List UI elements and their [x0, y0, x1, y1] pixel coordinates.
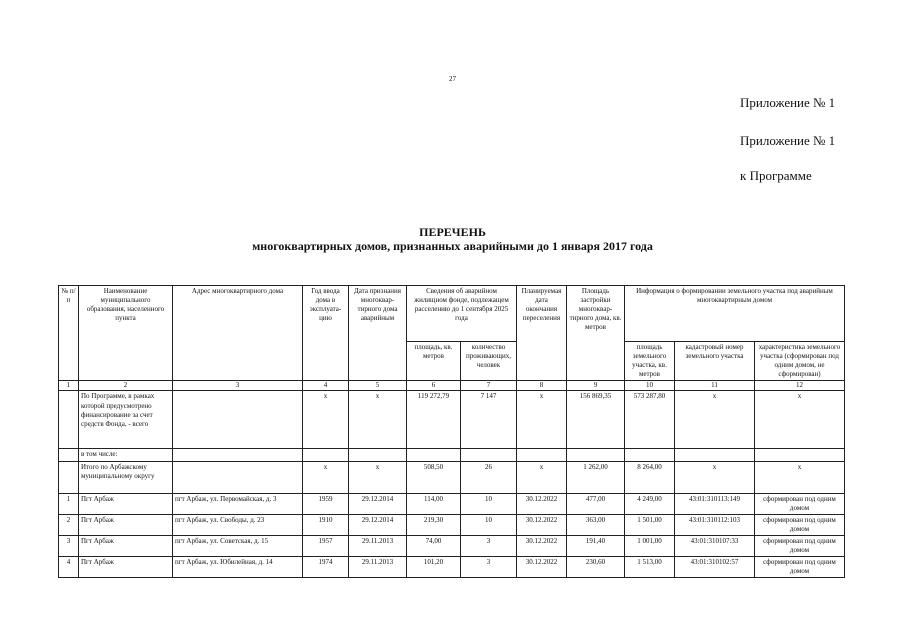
cell: х — [303, 391, 349, 449]
cell: 4 — [59, 557, 79, 578]
cell: 8 264,00 — [625, 461, 675, 493]
cell: 2 — [59, 514, 79, 535]
column-number: 7 — [461, 381, 517, 391]
cell: сформирован под одним домом — [755, 535, 845, 556]
cell: Пгт Арбаж — [79, 514, 173, 535]
cell: х — [755, 391, 845, 449]
cell: 119 272,79 — [407, 391, 461, 449]
column-number: 9 — [567, 381, 625, 391]
column-number: 6 — [407, 381, 461, 391]
table-row — [59, 514, 845, 535]
cell: х — [675, 391, 755, 449]
cell: 1974 — [303, 557, 349, 578]
cell: пгт Арбаж, ул. Советская, д. 15 — [173, 535, 303, 556]
district-total-row — [59, 461, 845, 493]
header-municipality: Наименование муниципального образования, населенного пункта — [79, 286, 173, 381]
cell: 29.12.2014 — [349, 514, 407, 535]
cell: 3 — [461, 535, 517, 556]
header-building-area: Площадь застройки многоквар-тирного дома, кв. метров — [567, 286, 625, 381]
cell: 30.12.2022 — [517, 535, 567, 556]
header-no: № п/п — [59, 286, 79, 381]
cell: 219,30 — [407, 514, 461, 535]
page-number: 27 — [449, 75, 456, 83]
cell: 30.12.2022 — [517, 557, 567, 578]
table-row — [59, 535, 845, 556]
cell: 114,00 — [407, 493, 461, 514]
cell: 1 001,00 — [625, 535, 675, 556]
appendix-label: Приложение № 1 — [740, 95, 836, 110]
cell: 1959 — [303, 493, 349, 514]
column-number: 2 — [79, 381, 173, 391]
including-row — [59, 449, 845, 461]
cell: 1957 — [303, 535, 349, 556]
district-total-label: Итого по Арбажскому муниципальному округу — [79, 461, 173, 493]
column-number: 1 — [59, 381, 79, 391]
cell: 43:01:310113:149 — [675, 493, 755, 514]
program-total-label: По Программе, в рамках которой предусмотрено финансирование за счет средств Фонда, - всего — [79, 391, 173, 449]
cell: 43:01:310112:103 — [675, 514, 755, 535]
cell: сформирован под одним домом — [755, 493, 845, 514]
header-cadastral: кадастровый номер земельного участка — [675, 342, 755, 381]
column-number: 5 — [349, 381, 407, 391]
header-land-info: Информация о формировании земельного участка под аварийным многоквартирным домом — [625, 286, 845, 342]
cell: 101,20 — [407, 557, 461, 578]
document-title: ПЕРЕЧЕНЬ — [419, 225, 486, 239]
cell: 10 — [461, 493, 517, 514]
header-area: площадь, кв. метров — [407, 342, 461, 381]
cell: 1 501,00 — [625, 514, 675, 535]
cell: 156 869,35 — [567, 391, 625, 449]
cell: пгт Арбаж, ул. Свободы, д. 23 — [173, 514, 303, 535]
cell: пгт Арбаж, ул. Юбилейная, д. 14 — [173, 557, 303, 578]
emergency-housing-table — [58, 285, 845, 578]
cell: 4 249,00 — [625, 493, 675, 514]
header-residents: количество проживающих, человек — [461, 342, 517, 381]
cell: 74,00 — [407, 535, 461, 556]
column-number: 4 — [303, 381, 349, 391]
header-address: Адрес многоквартирного дома — [173, 286, 303, 381]
column-number: 3 — [173, 381, 303, 391]
header-planned-end: Планируемая дата окончания переселения — [517, 286, 567, 381]
column-number: 8 — [517, 381, 567, 391]
column-number: 12 — [755, 381, 845, 391]
program-reference: к Программе — [740, 168, 812, 183]
cell: 3 — [59, 535, 79, 556]
cell: 477,00 — [567, 493, 625, 514]
header-land-char: характеристика земельного участка (сформирован под одним домом, не сформирован) — [755, 342, 845, 381]
cell: х — [517, 461, 567, 493]
including-label: в том числе: — [79, 449, 173, 461]
cell: х — [349, 391, 407, 449]
cell: 508,50 — [407, 461, 461, 493]
cell: х — [349, 461, 407, 493]
cell: 191,40 — [567, 535, 625, 556]
document-subtitle: многоквартирных домов, признанных аварийными до 1 января 2017 года — [252, 239, 653, 253]
header-land-area: площадь земельного участка, кв. метров — [625, 342, 675, 381]
cell: Пгт Арбаж — [79, 535, 173, 556]
cell: 1 513,00 — [625, 557, 675, 578]
cell: сформирован под одним домом — [755, 514, 845, 535]
cell: х — [755, 461, 845, 493]
cell: 573 287,80 — [625, 391, 675, 449]
header-year: Год ввода дома в эксплуата-цию — [303, 286, 349, 381]
cell: 10 — [461, 514, 517, 535]
cell: х — [675, 461, 755, 493]
cell: 1 — [59, 493, 79, 514]
table-row — [59, 493, 845, 514]
cell: сформирован под одним домом — [755, 557, 845, 578]
cell: 1 262,00 — [567, 461, 625, 493]
cell: х — [517, 391, 567, 449]
table-row — [59, 557, 845, 578]
appendix-label: Приложение № 1 — [740, 133, 836, 148]
header-date-emergency: Дата признания многоквар-тирного дома аварийным — [349, 286, 407, 381]
cell: 29.12.2014 — [349, 493, 407, 514]
cell: 1910 — [303, 514, 349, 535]
cell: 3 — [461, 557, 517, 578]
cell: х — [303, 461, 349, 493]
header-emergency-fund: Сведения об аварийном жилищном фонде, подлежащем расселению до 1 сентября 2025 года — [407, 286, 517, 342]
cell: 30.12.2022 — [517, 493, 567, 514]
cell: 26 — [461, 461, 517, 493]
cell: 43:01:310107:33 — [675, 535, 755, 556]
cell: 30.12.2022 — [517, 514, 567, 535]
cell: 363,00 — [567, 514, 625, 535]
cell: Пгт Арбаж — [79, 557, 173, 578]
column-number: 11 — [675, 381, 755, 391]
cell: пгт Арбаж, ул. Первомайская, д. 3 — [173, 493, 303, 514]
cell: 230,60 — [567, 557, 625, 578]
program-total-row — [59, 391, 845, 449]
cell: 43:01:310102:57 — [675, 557, 755, 578]
column-number: 10 — [625, 381, 675, 391]
cell: 7 147 — [461, 391, 517, 449]
cell: 29.11.2013 — [349, 557, 407, 578]
cell: 29.11.2013 — [349, 535, 407, 556]
cell: Пгт Арбаж — [79, 493, 173, 514]
